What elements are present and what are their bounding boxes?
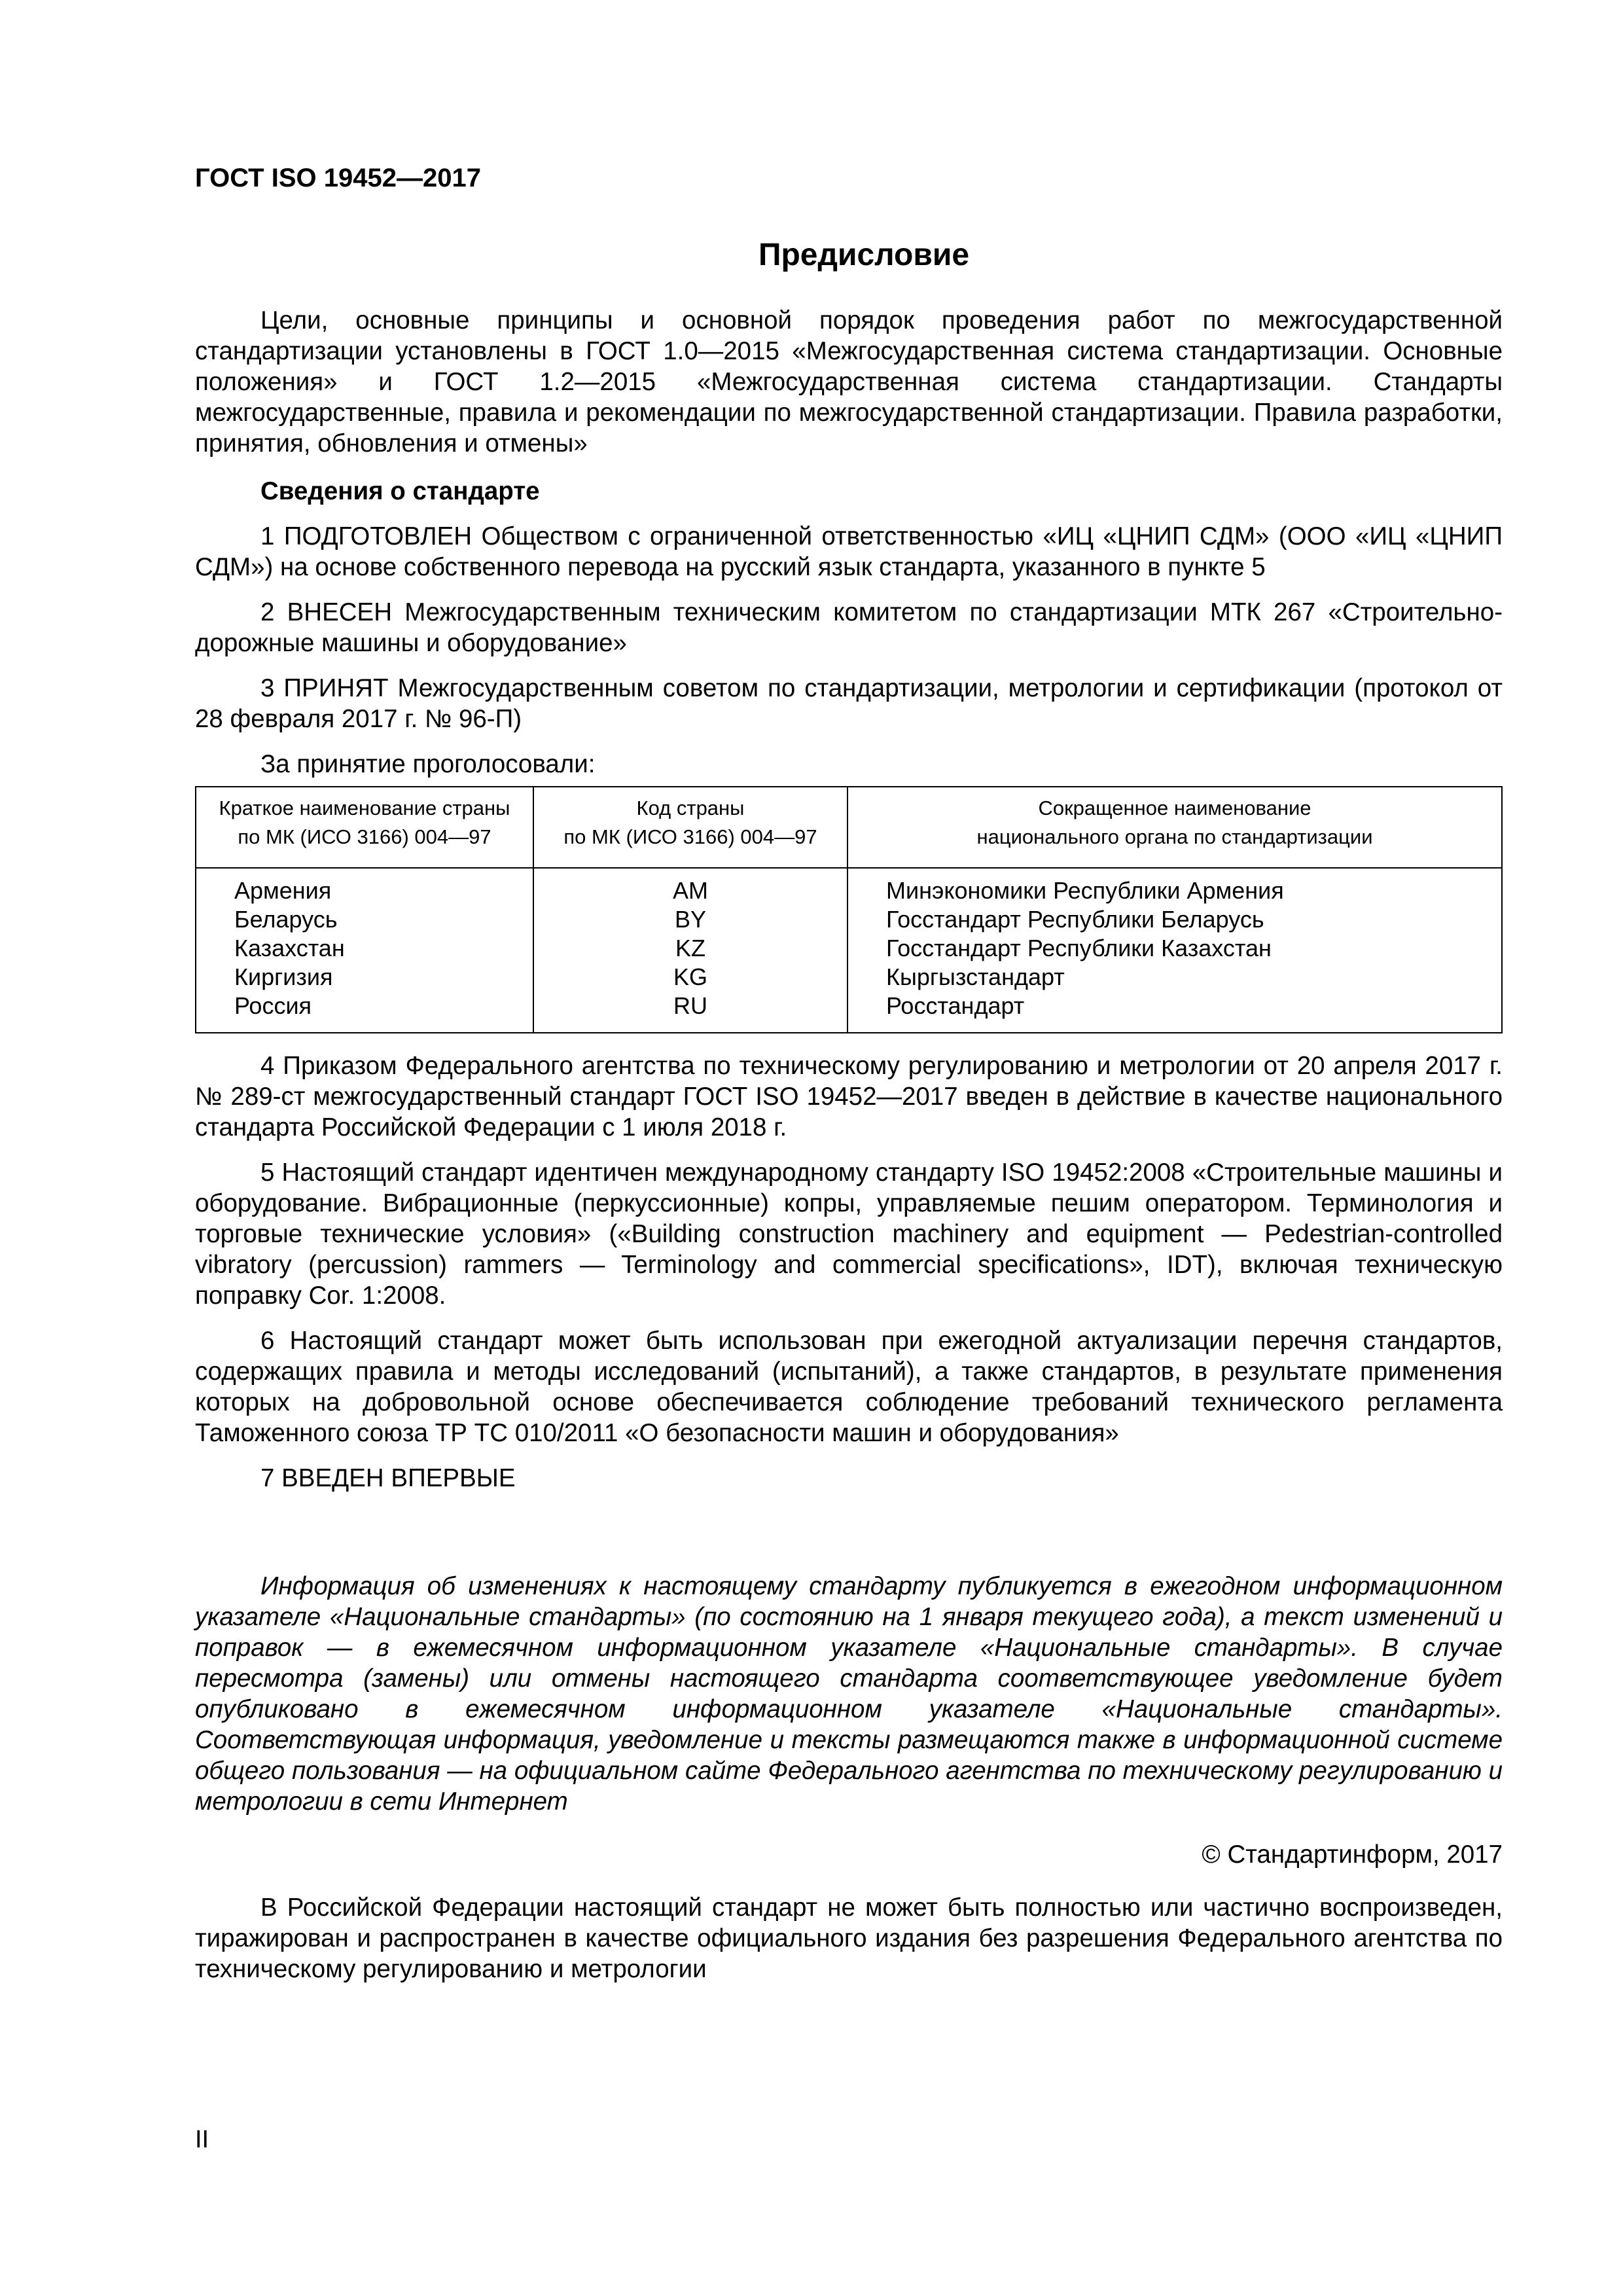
copyright-line: © Стандартинформ, 2017 <box>1202 1840 1503 1869</box>
header-country-line2: по МК (ИСО 3166) 004—97 <box>238 825 491 848</box>
country-column <box>196 868 533 1033</box>
table-cell-org: Госстандарт Республики Казахстан <box>886 935 1272 961</box>
table-cell-code: KZ <box>675 935 705 961</box>
table-cell-country: Беларусь <box>234 906 338 933</box>
header-org <box>847 787 1502 868</box>
table-cell-code: RU <box>673 992 707 1019</box>
item-2-paragraph: 2 ВНЕСЕН Межгосударственным техническим комитетом по стандартизации МТК 267 «Строительно-дорожные машины и оборудование» <box>195 598 1503 657</box>
table-body-row <box>196 868 1502 1033</box>
item-5-paragraph: 5 Настоящий стандарт идентичен международному стандарту ISO 19452:2008 «Строительные машины и оборудование. Вибрационные (перкуссионные) копры, управляемые пешим оператором. Терминология и торговые технические условия» («Building construction machinery and equipment — Pedestrian-controlled vibratory (percussion) rammers — Terminology and commercial specifications», IDT), включая техническую поправку Cor. 1:2008. <box>195 1158 1503 1310</box>
changes-notice: Информация об изменениях к настоящему стандарту публикуется в ежегодном информационном указателе «Национальные стандарты» (по состоянию на 1 января текущего года), а текст изменений и поправок — в ежемесячном информационном указателе «Национальные стандарты». В случае пересмотра (замены) или отмены настоящего стандарта соответствующее уведомление будет опубликовано в ежемесячном информационном указателе «Национальные стандарты». Соответствующая информация, уведомление и тексты размещаются также в информационной системе общего пользования — на официальном сайте Федерального агентства по техническому регулированию и метрологии в сети Интернет <box>195 1572 1503 1816</box>
table-cell-org: Росстандарт <box>886 992 1025 1019</box>
item-7-paragraph: 7 ВВЕДЕН ВПЕРВЫЕ <box>260 1464 516 1492</box>
org-column <box>847 868 1502 1033</box>
table-cell-org: Кыргызстандарт <box>886 963 1065 990</box>
table-cell-country: Казахстан <box>234 935 345 961</box>
table-cell-code: BY <box>674 906 707 933</box>
voting-table <box>195 786 1503 1033</box>
section-subtitle: Сведения о стандарте <box>260 477 540 505</box>
table-header-row <box>196 787 1502 868</box>
rights-paragraph: В Российской Федерации настоящий стандарт не может быть полностью или частично воспроизведен, тиражирован и распространен в качестве официального издания без разрешения Федерального агентства по техническому регулированию и метрологии <box>195 1893 1503 1983</box>
foreword-body <box>195 305 1503 1984</box>
header-code-line1: Код страны <box>636 797 745 819</box>
header-code <box>533 787 847 868</box>
document-id-header: ГОСТ ISO 19452—2017 <box>195 164 481 192</box>
item-4-paragraph: 4 Приказом Федерального агентства по техническому регулированию и метрологии от 20 апреля 2017 г. № 289-ст межгосударственный стандарт ГОСТ ISO 19452—2017 введен в действие в качестве национального стандарта Российской Федерации с 1 июля 2018 г. <box>195 1052 1503 1141</box>
code-column <box>533 868 847 1033</box>
item-3-paragraph: 3 ПРИНЯТ Межгосударственным советом по стандартизации, метрологии и сертификации (протокол от 28 февраля 2017 г. № 96-П) <box>195 674 1503 733</box>
table-cell-code: KG <box>673 963 707 990</box>
intro-paragraph: Цели, основные принципы и основной порядок проведения работ по межгосударственной стандартизации установлены в ГОСТ 1.0—2015 «Межгосударственная система стандартизации. Основные положения» и ГОСТ 1.2—2015 «Межгосударственная система стандартизации. Стандарты межгосударственные, правила и рекомендации по межгосударственной стандартизации. Правила разработки, принятия, обновления и отмены» <box>195 306 1503 457</box>
header-code-line2: по МК (ИСО 3166) 004—97 <box>563 825 817 848</box>
table-cell-country: Россия <box>234 992 312 1019</box>
page-title: Предисловие <box>758 238 970 272</box>
item-1-paragraph: 1 ПОДГОТОВЛЕН Обществом с ограниченной ответственностью «ИЦ «ЦНИП СДМ» (ООО «ИЦ «ЦНИП СДМ») на основе собственного перевода на русский язык стандарта, указанного в пункте 5 <box>195 522 1503 581</box>
item-6-paragraph: 6 Настоящий стандарт может быть использован при ежегодной актуализации перечня стандартов, содержащих правила и методы исследований (испытаний), а также стандартов, в результате применения которых на добровольной основе обеспечивается соблюдение требований технического регламента Таможенного союза ТР ТС 010/2011 «О безопасности машин и оборудования» <box>195 1327 1503 1447</box>
table-cell-org: Минэкономики Республики Армения <box>886 877 1284 904</box>
table-cell-country: Киргизия <box>234 963 333 990</box>
header-org-line1: Сокращенное наименование <box>1038 797 1311 819</box>
header-org-line2: национального органа по стандартизации <box>976 825 1373 848</box>
header-country-line1: Краткое наименование страны <box>219 797 510 819</box>
vote-label: За принятие проголосовали: <box>260 750 596 778</box>
table-cell-org: Госстандарт Республики Беларусь <box>886 906 1264 933</box>
table-cell-code: AM <box>673 877 708 904</box>
page-number: II <box>195 2126 209 2153</box>
header-country <box>196 787 533 868</box>
table-cell-country: Армения <box>234 877 332 904</box>
